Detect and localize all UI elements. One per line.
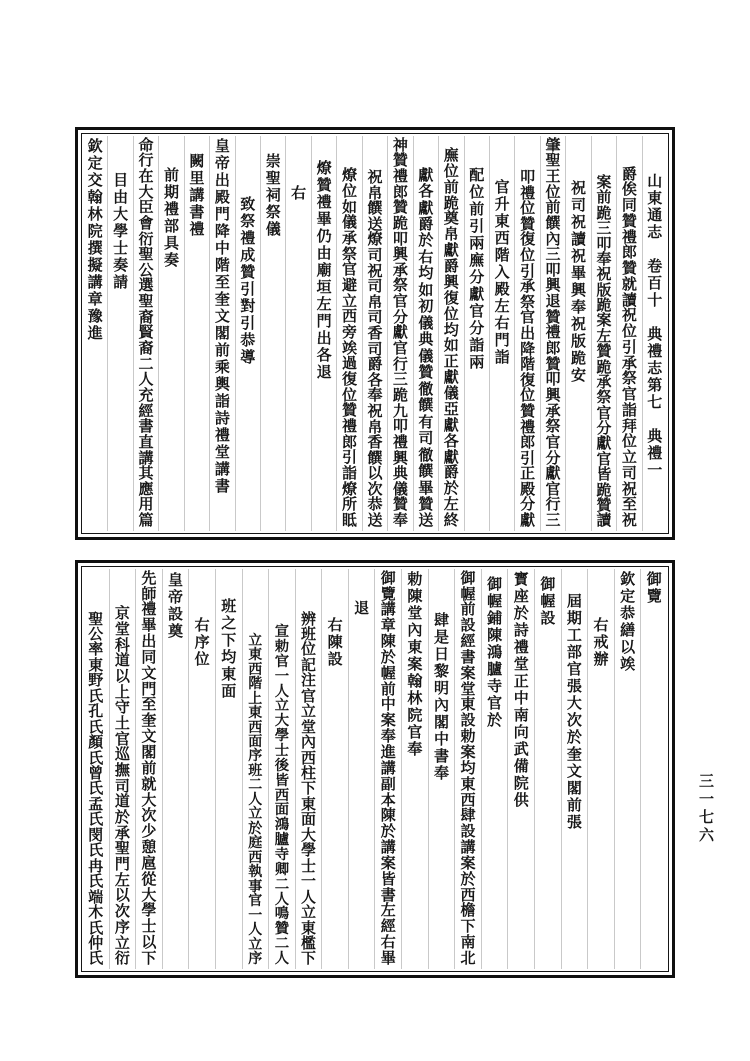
label-column: 右 戒 辦 [587, 569, 614, 969]
top-half-columns [83, 136, 667, 531]
body-column: 祝 司 祝 讀 祝 畢 興 奉 祝 版 跪 安 [565, 136, 590, 531]
body-column: 屆 期 工 部 官 張 大 次 於 奎 文 閣 前 張 [561, 569, 588, 969]
body-column: 退 [348, 569, 375, 969]
body-raised-column: 皇 帝 出 殿 門 降 中 階 至 奎 文 閣 前 乘 輿 詣 詩 禮 堂 講 書 [209, 136, 234, 531]
body-column: 燎 贊 禮 畢 仍 由 廟 垣 左 門 出 各 退 [311, 136, 336, 531]
folio-number: 三一七六 [697, 773, 715, 845]
label-column: 右 [285, 136, 310, 531]
body-column: 爵 俟 同 贊 禮 郎 贊 就 讀 祝 位 引 承 祭 官 詣 拜 位 立 司 祝 至 祝 [616, 136, 641, 531]
body-column: 廡 位 前 跪 奠 帛 獻 爵 興 復 位 均 如 正 獻 儀 亞 獻 各 獻 爵 於 左 終 [438, 136, 463, 531]
body-column: 辨 班 位 記 注 官 立 堂 內 西 柱 下 東 面 大 學 士 一 人 立 東 檻 下 [295, 569, 322, 969]
body-raised-column: 御 幄 前 設 經 書 案 堂 東 設 勅 案 均 東 西 肆 設 講 案 於 西 檐 下 南 北 [454, 569, 481, 969]
top-half-inner-frame [81, 133, 669, 534]
body-column: 致 祭 禮 成 贊 引 對 引 恭 導 [235, 136, 260, 531]
body-raised-column: 御 幄 鋪 陳 鴻 臚 寺 官 於 [481, 569, 508, 969]
body-column: 前 期 禮 部 具 奏 [158, 136, 183, 531]
body-raised-column: 勅 陳 堂 內 東 案 翰 林 院 官 奉 [401, 569, 428, 969]
body-column: 獻 各 獻 爵 於 右 均 如 初 儀 典 儀 贊 徹 饌 有 司 徹 饌 畢 贊 送 [413, 136, 438, 531]
body-column: 立 東 西 階 上 東 西 面 序 班 二 人 立 於 庭 西 執 事 官 一 人 立 序 [242, 569, 269, 969]
body-column: 祝 帛 饌 送 燎 司 祝 司 帛 司 香 司 爵 各 奉 祝 帛 香 饌 以 次 恭 送 [362, 136, 387, 531]
body-raised-column: 御 覽 講 章 陳 於 幄 前 中 案 奉 進 講 副 本 陳 於 講 案 皆 書 左 經 右 畢 [374, 569, 401, 969]
body-raised-column: 神 贊 禮 郎 贊 跪 叩 興 承 祭 官 分 獻 官 行 三 跪 九 叩 禮 興 典 儀 贊 奉 [387, 136, 412, 531]
bottom-half-inner-frame [81, 566, 669, 972]
body-column: 聖 公 率 東 野 氏 孔 氏 顏 氏 曾 氏 孟 氏 閔 氏 冉 氏 端 木 氏 仲 氏 [88, 609, 104, 968]
body-raised-column: 命 行 在 大 臣 會 衍 聖 公 選 聖 裔 賢 裔 二 人 充 經 書 直 講 其 應 用 篇 [133, 136, 158, 531]
body-column: 京 堂 科 道 以 上 守 土 官 巡 撫 司 道 於 承 聖 門 左 以 次 序 立 衍 [109, 569, 136, 969]
body-raised-column: 欽 定 恭 繕 以 竢 [614, 569, 641, 969]
body-column: 配 位 前 引 兩 廡 分 獻 官 分 詣 兩 [464, 136, 489, 531]
body-raised-column: 肇 聖 王 位 前 饌 內 三 叩 興 退 贊 禮 郎 贊 叩 興 承 祭 官 分 獻 官 行 三 [540, 136, 565, 531]
section-title-column: 崇 聖 祠 祭 儀 [260, 136, 285, 531]
body-column: 案 前 跪 三 叩 奉 祝 版 跪 案 左 贊 跪 承 祭 官 分 獻 官 皆 跪 贊 讀 [591, 136, 616, 531]
body-column: 叩 禮 位 贊 復 位 引 承 祭 官 出 降 階 復 位 贊 禮 郎 引 正 殿 分 獻 [514, 136, 539, 531]
body-column: 宣 勅 官 一 人 立 大 學 士 後 皆 西 面 鴻 臚 寺 卿 二 人 鳴 贊 二 人 [268, 569, 295, 969]
body-raised-column: 皇 帝 設 奠 [162, 569, 189, 969]
body-column: 肆 是 日 黎 明 內 閣 中 書 奉 [428, 569, 455, 969]
top-half-page [75, 127, 675, 540]
body-raised-column: 寳 座 於 詩 禮 堂 正 中 南 向 武 備 院 供 [507, 569, 534, 969]
body-raised-column: 御 幄 設 [534, 569, 561, 969]
body-column: 班 之 下 均 東 面 [215, 569, 242, 969]
body-column: 目 由 大 學 士 奏 請 [107, 136, 132, 531]
label-column: 右 序 位 [188, 569, 215, 969]
body-column: 官 升 東 西 階 入 殿 左 右 門 詣 [489, 136, 514, 531]
section-title-column: 闕 里 講 書 禮 [184, 136, 209, 531]
bottom-half-columns [83, 569, 667, 969]
bottom-half-page [75, 560, 675, 978]
body-raised-column: 御 覽 [640, 569, 667, 969]
body-raised-column: 欽 定 交 翰 林 院 撰 擬 講 章 豫 進 [87, 136, 103, 342]
label-column: 右 陳 設 [321, 569, 348, 969]
body-raised-column: 先 師 禮 畢 出 同 文 門 至 奎 文 閣 前 就 大 次 少 憩 扈 從 大 學 士 以 下 [135, 569, 162, 969]
volume-header-column: 山 東 通 志 卷 百 十 典 禮 志 第 七 典 禮 一 [642, 136, 667, 531]
body-column: 燎 位 如 儀 承 祭 官 避 立 西 旁 竢 過 復 位 贊 禮 郎 引 詣 燎 所 眡 [336, 136, 361, 531]
